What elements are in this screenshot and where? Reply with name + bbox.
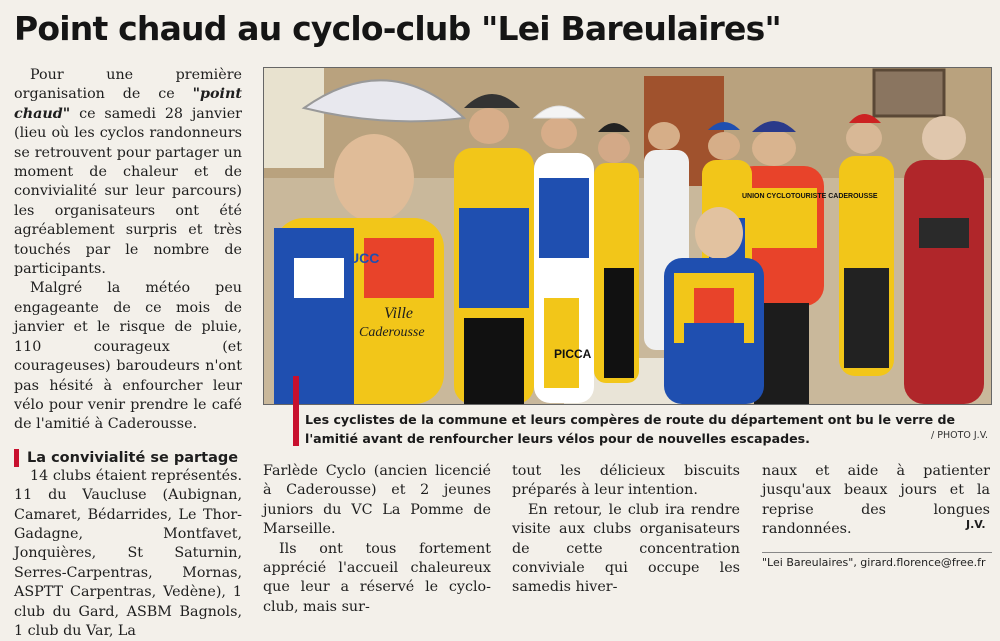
jersey-text-picca: PICCA <box>554 347 592 361</box>
photo-caption: Les cyclistes de la commune et leurs compères de route du département ont bu le verre de l'amitié avant de renfourcher leurs vélos pour de nouvelles escapades. <box>305 412 956 446</box>
article-column-3 <box>512 462 740 598</box>
jersey-text-union: UNION CYCLOTOURISTE CADEROUSSE <box>742 193 878 200</box>
jersey-text-ucc: UCC <box>349 250 380 266</box>
article-headline: Point chaud au cyclo-club "Lei Bareulaires" <box>14 9 781 48</box>
jersey-text-caderousse: Caderousse <box>359 325 425 340</box>
section-subhead: La convivialité se partage <box>14 449 242 467</box>
article-column-2 <box>263 462 491 617</box>
paragraph-farlede: Farlède Cyclo (ancien licencié à Caderousse) et 2 jeunes juniors du VC La Pomme de Marseille. <box>263 463 491 538</box>
point-chaud-emphasis: "point chaud" <box>14 86 242 122</box>
article-column-4 <box>762 462 990 540</box>
paragraph-intro <box>14 66 242 279</box>
paragraph-accueil: Ils ont tous fortement apprécié l'accueil chaleureux que leur a réservé le cyclo-club, mais sur- <box>263 540 491 615</box>
article-column-1 <box>14 66 242 641</box>
paragraph-hivernaux: naux et aide à patienter jusqu'aux beaux jours et la reprise des longues randonnées. <box>762 463 990 538</box>
cyclists-photo-illustration <box>264 68 991 404</box>
intro-text: Pour une première organisation de ce <box>14 67 242 103</box>
paragraph-retour: En retour, le club ira rendre visite aux clubs organisateurs de cette concentration conviviale qui occupe les samedis hiver- <box>512 501 740 596</box>
intro-text-rest: ce samedi 28 janvier (lieu où les cyclos randonneurs se retrouvent pour partager un moment de chaleur et de convivialité sur leur parcours) les organisateurs ont été agréablement surpris et très touchés par le nombre de participants. <box>14 105 242 278</box>
club-contact: "Lei Bareulaires", girard.florence@free.fr <box>762 552 992 569</box>
paragraph-biscuits: tout les délicieux biscuits préparés à leur intention. <box>512 463 740 499</box>
article-photo <box>263 67 992 405</box>
paragraph-clubs: 14 clubs étaient représentés. 11 du Vaucluse (Aubignan, Camaret, Bédarrides, Le Thor-Gadagne, Montfavet, Jonquières, St Saturnin, Serres-Carpentras, Mornas, ASPTT Carpentras, Vedène), 1 club du Gard, ASBM Bagnols, 1 club du Var, La <box>14 467 242 639</box>
caption-accent-bar <box>293 376 299 446</box>
photo-credit: / PHOTO J.V. <box>931 430 988 441</box>
author-signature: J.V. <box>966 518 986 531</box>
jersey-text-ville: Ville <box>384 305 414 322</box>
paragraph-meteo: Malgré la météo peu engageante de ce mois de janvier et le risque de pluie, 110 courageux (et courageuses) baroudeurs n'ont pas hésité à enfourcher leur vélo pour venir prendre le café de l'amitié à Caderousse. <box>14 280 242 433</box>
